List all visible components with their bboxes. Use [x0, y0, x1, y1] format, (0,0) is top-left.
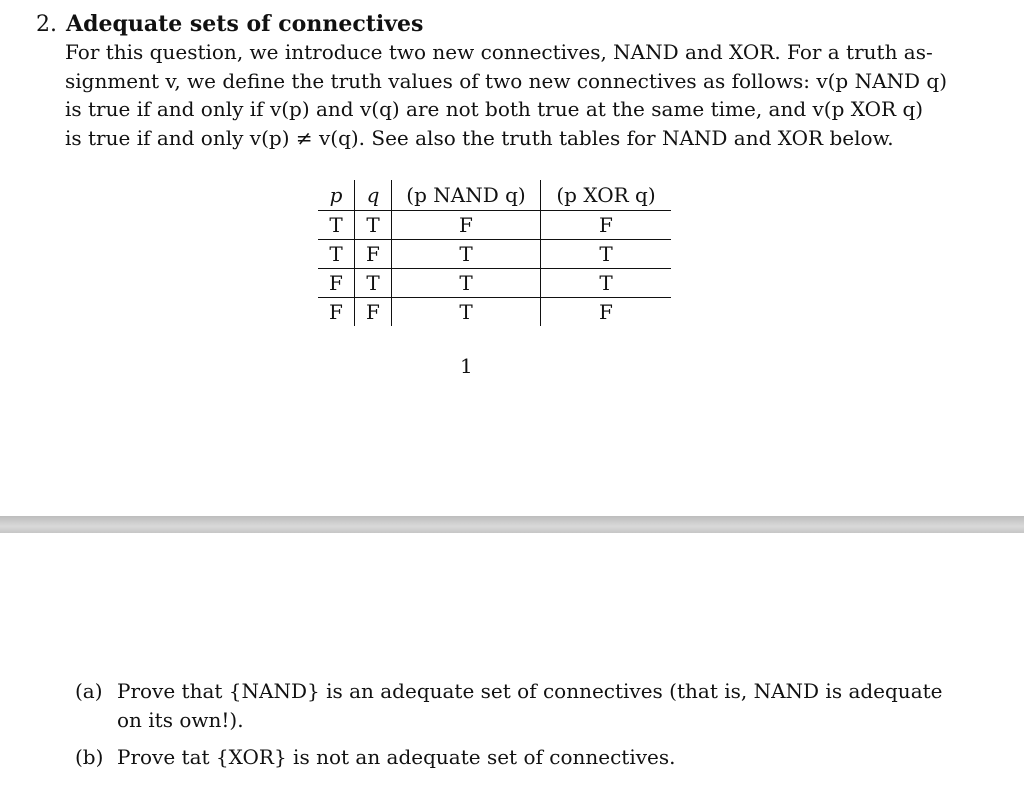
truth-table-row [318, 211, 671, 240]
cell: T [392, 240, 541, 269]
truth-table-row [318, 240, 671, 269]
cell: T [355, 269, 392, 298]
part-label: (a) [75, 679, 103, 703]
page-separator [0, 516, 1024, 533]
intro-line: is true if and only if v(p) and v(q) are not both true at the same time, and v(p XOR q) [65, 97, 924, 122]
header-p: p [318, 180, 355, 211]
header-xor: (p XOR q) [541, 180, 672, 211]
cell: T [541, 269, 672, 298]
header-nand: (p NAND q) [392, 180, 541, 211]
question-title: Adequate sets of connectives [66, 11, 424, 37]
question-number: 2. [36, 12, 57, 37]
intro-line: is true if and only v(p) ≠ v(q). See also the truth tables for NAND and XOR below. [65, 126, 894, 151]
header-q: q [355, 180, 392, 211]
truth-table-row [318, 298, 671, 327]
cell: F [541, 211, 672, 240]
page-2 [0, 533, 1024, 794]
question-intro [65, 38, 950, 153]
part-text-line: Prove tat {XOR} is not an adequate set of connectives. [117, 745, 676, 769]
question-heading [36, 9, 423, 40]
cell: T [355, 211, 392, 240]
cell: T [392, 269, 541, 298]
cell: T [318, 211, 355, 240]
cell: F [392, 211, 541, 240]
part-label: (b) [75, 745, 104, 769]
cell: T [318, 240, 355, 269]
cell: F [329, 300, 343, 324]
truth-table [318, 180, 671, 326]
part-text-line: Prove that {NAND} is an adequate set of connectives (that is, NAND is adequate [117, 679, 943, 703]
cell: F [541, 298, 672, 327]
truth-table-header-row [318, 180, 671, 211]
intro-line: For this question, we introduce two new connectives, NAND and XOR. For a truth as- [65, 40, 933, 64]
page-number: 1 [460, 354, 473, 378]
cell: T [541, 240, 672, 269]
cell: F [355, 240, 392, 269]
intro-line: signment v, we define the truth values of two new connectives as follows: v(p NAND q) [65, 68, 948, 93]
part-text-line: on its own!). [117, 707, 244, 732]
cell: F [355, 298, 392, 327]
truth-table-row [318, 269, 671, 298]
cell: F [318, 269, 355, 298]
cell: T [392, 298, 541, 327]
